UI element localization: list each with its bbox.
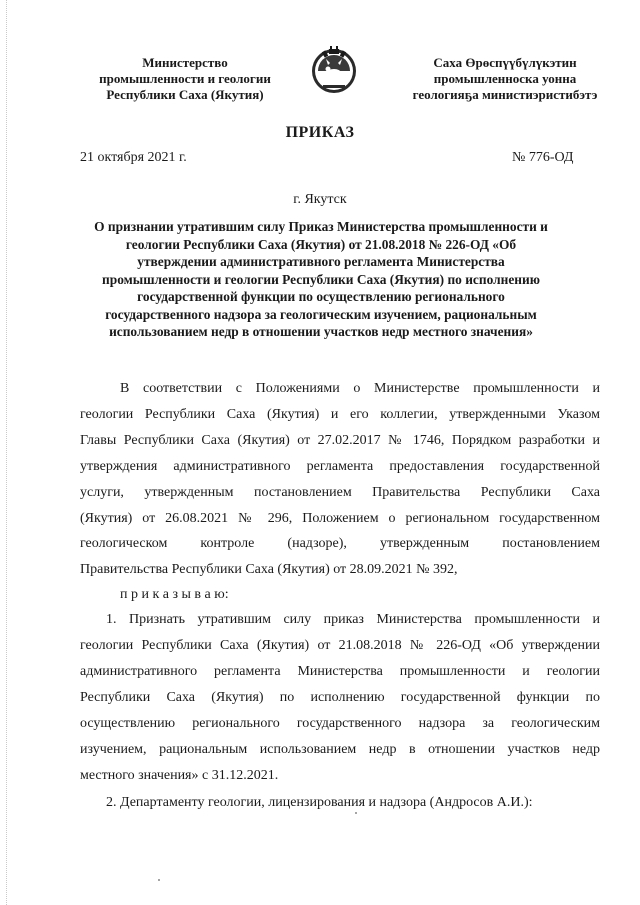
ministry-name-sakha <box>400 55 610 103</box>
ministry-name-line: геологияҕа министиэристибэтэ <box>412 87 598 102</box>
body-line: (Якутия) от 26.08.2021 № 296, Положением о региональном государственном <box>80 511 600 526</box>
ministry-name-line: промышленности и геологии <box>99 71 271 86</box>
scan-speck <box>355 812 357 814</box>
body-line: 1. Признать утратившим силу приказ Министерства промышленности и <box>106 612 600 627</box>
body-line: Главы Республики Саха (Якутия) от 27.02.2017 № 1746, Порядком разработки и <box>80 433 600 448</box>
body-line: 2. Департаменту геологии, лицензирования и надзора (Андросов А.И.): <box>106 795 533 810</box>
document-city: г. Якутск <box>293 192 347 207</box>
body-line: геологии Республики Саха (Якутия) и его коллегии, утвержденными Указом <box>80 407 600 422</box>
subject-line: государственного надзора за геологическим изучением, рациональным <box>105 306 537 322</box>
body-line: геологии Республики Саха (Якутия) от 21.08.2018 № 226-ОД «Об утверждении <box>80 638 600 653</box>
body-line: геологическом контроле (надзоре), утвержденным постановлением <box>80 536 600 551</box>
ministry-name-russian <box>80 55 290 103</box>
body-line: осуществлению регионального государственного надзора за геологическим <box>80 716 600 731</box>
subject-line: промышленности и геологии Республики Саха (Якутия) по исполнению <box>102 271 540 287</box>
body-line: утверждения административного регламента предоставления государственной <box>80 459 600 474</box>
order-subject <box>80 218 562 341</box>
subject-line: государственной функции по осуществлению регионального <box>137 289 505 304</box>
body-line: В соответствии с Положениями о Министерстве промышленности и <box>120 381 600 396</box>
body-line: административного регламента Министерства промышленности и геологии <box>80 664 600 679</box>
subject-line: геологии Республики Саха (Якутия) от 21.08.2018 № 226-ОД «Об <box>125 236 517 252</box>
ministry-name-line: Саха Өрөспүүбүлүкэтин <box>433 55 577 70</box>
body-line: изучением, рациональным использованием недр в отношении участков недр <box>80 742 600 757</box>
subject-line: использованием недр в отношении участков недр местного значения» <box>109 324 533 339</box>
subject-line: утверждении административного регламента Министерства <box>137 254 505 269</box>
body-line: п р и к а з ы в а ю: <box>120 587 229 602</box>
body-line: Республики Саха (Якутия) по исполнению государственной функции по <box>80 690 600 705</box>
scan-speck <box>158 879 160 881</box>
ministry-name-line: промышленноска уонна <box>433 71 577 86</box>
sakha-coat-of-arms-icon <box>307 43 361 97</box>
body-line: услуги, утвержденным постановлением Правительства Республики Саха <box>80 485 600 500</box>
ministry-name-line: Республики Саха (Якутия) <box>106 87 264 102</box>
subject-line: О признании утратившим силу Приказ Министерства промышленности и <box>94 219 548 234</box>
document-number: № 776-ОД <box>512 150 574 165</box>
document-title: ПРИКАЗ <box>285 124 355 141</box>
body-line: Правительства Республики Саха (Якутия) от 28.09.2021 № 392, <box>80 562 458 577</box>
document-date: 21 октября 2021 г. <box>80 150 187 165</box>
ministry-name-line: Министерство <box>142 55 228 70</box>
body-line: местного значения» с 31.12.2021. <box>80 768 279 783</box>
